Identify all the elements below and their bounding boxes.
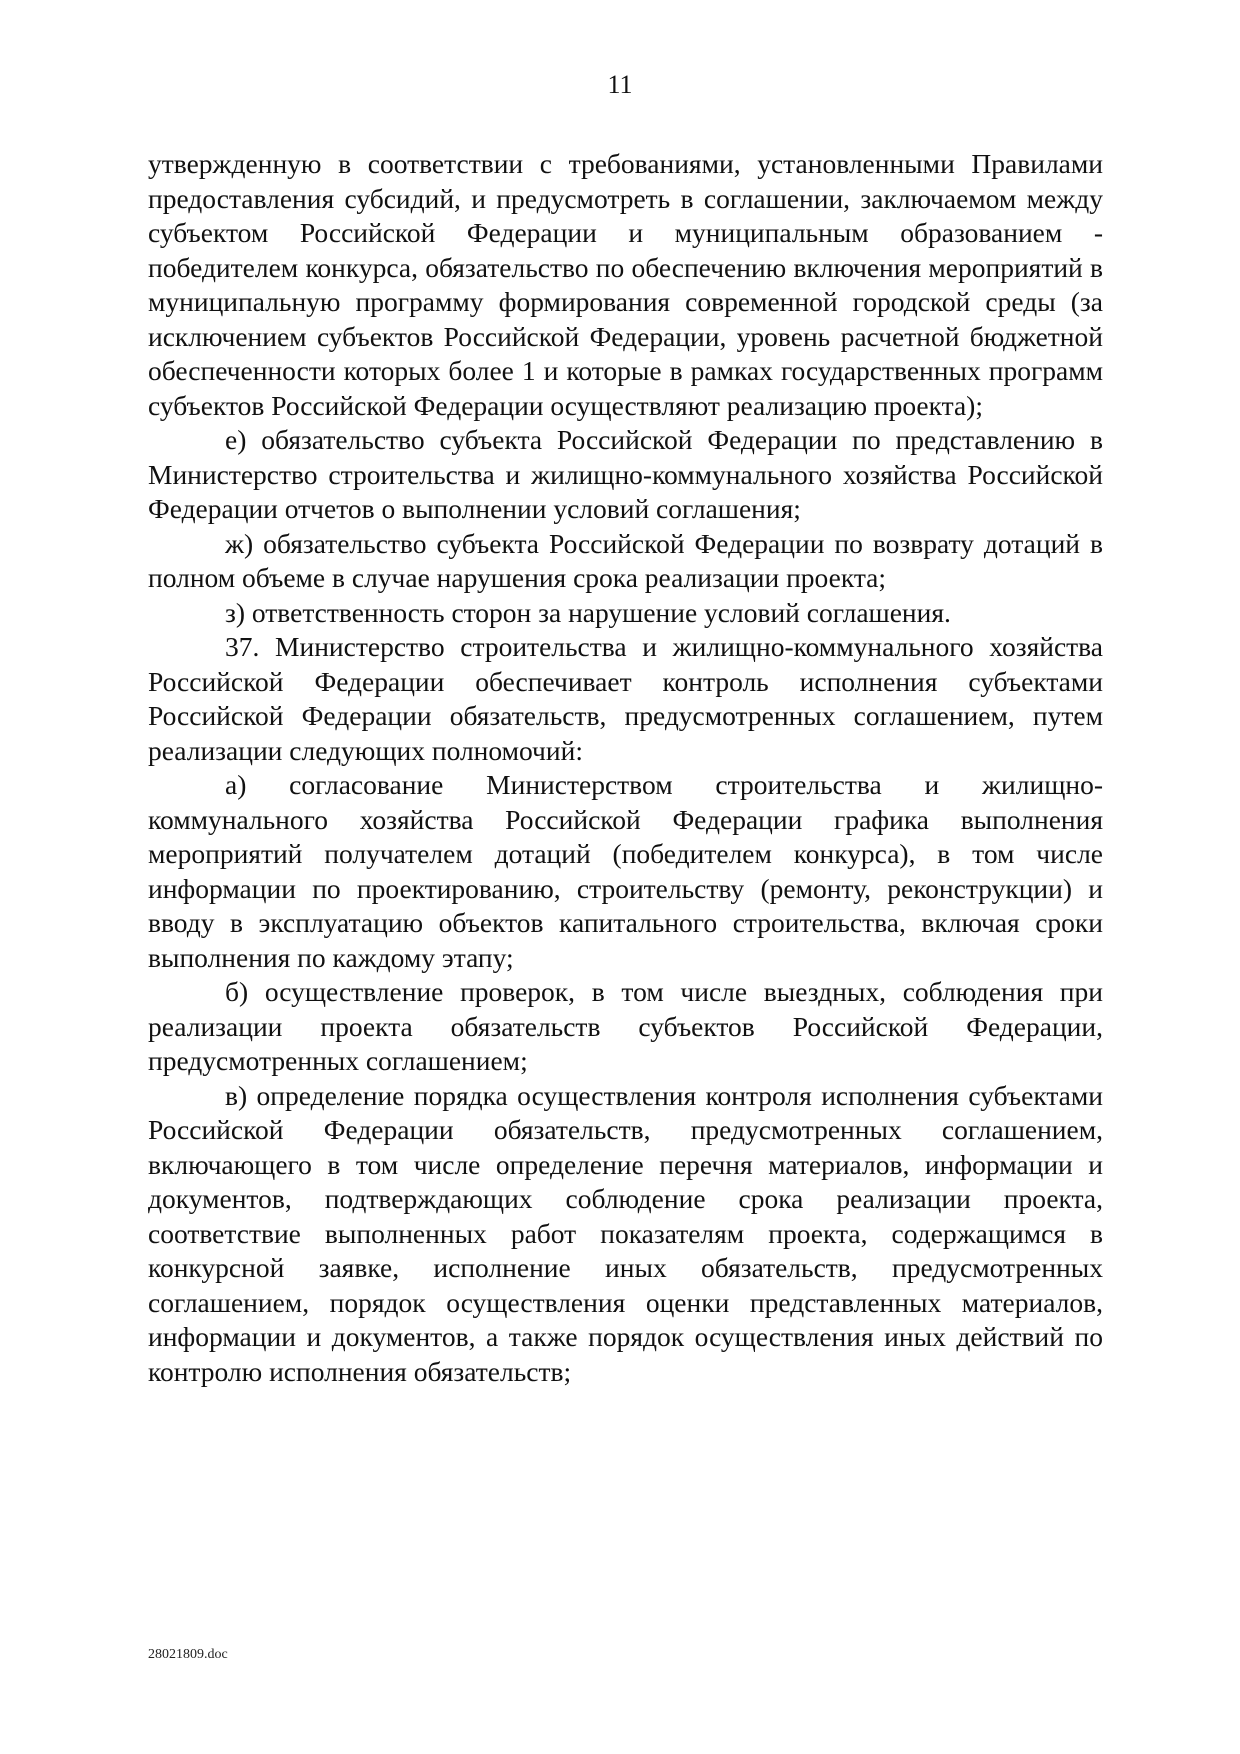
paragraph-item-b: б) осуществление проверок, в том числе выездных, соблюдения при реализации проекта обязательств субъектов Российской Федерации, предусмотренных соглашением; — [148, 976, 1103, 1076]
paragraph-continuation: утвержденную в соответствии с требованиями, установленными Правилами предоставления субсидий, и предусмотреть в соглашении, заключаемом между субъектом Российской Федерации и муниципальным образованием - победителем конкурса, обязательство по обеспечению включения мероприятий в муниципальную программу формирования современной городской среды (за исключением субъектов Российской Федерации, уровень расчетной бюджетной обеспеченности которых более 1 и которые в рамках государственных программ субъектов Российской Федерации осуществляют реализацию проекта); — [148, 148, 1103, 421]
paragraph-item-zh: ж) обязательство субъекта Российской Федерации по возврату дотаций в полном объеме в случае нарушения срока реализации проекта; — [148, 527, 1103, 593]
paragraph-item-v: в) определение порядка осуществления контроля исполнения субъектами Российской Федерации обязательств, предусмотренных соглашением, включающего в том числе определение перечня материалов, информации и документов, подтверждающих соблюдение срока реализации проекта, соответствие выполненных работ показателям проекта, содержащимся в конкурсной заявке, исполнение иных обязательств, предусмотренных соглашением, порядок осуществления оценки представленных материалов, информации и документов, а также порядок осуществления иных действий по контролю исполнения обязательств; — [148, 1079, 1103, 1387]
paragraph-section-37: 37. Министерство строительства и жилищно-коммунального хозяйства Российской Федерации обеспечивает контроль исполнения субъектами Российской Федерации обязательств, предусмотренных соглашением, путем реализации следующих полномочий: — [148, 631, 1103, 766]
paragraph-item-e: е) обязательство субъекта Российской Федерации по представлению в Министерство строительства и жилищно-коммунального хозяйства Российской Федерации отчетов о выполнении условий соглашения; — [148, 424, 1103, 524]
page-number: 11 — [607, 70, 633, 99]
paragraph-item-a: а) согласование Министерством строительства и жилищно-коммунального хозяйства Российской Федерации графика выполнения мероприятий получателем дотаций (победителем конкурса), в том числе информации по проектированию, строительству (ремонту, реконструкции) и вводу в эксплуатацию объектов капитального строительства, включая сроки выполнения по каждому этапу; — [148, 769, 1103, 973]
footer-file-name: 28021809.doc — [148, 1647, 228, 1662]
document-body — [148, 147, 1103, 1389]
paragraph-item-z: з) ответственность сторон за нарушение условий соглашения. — [225, 596, 951, 628]
